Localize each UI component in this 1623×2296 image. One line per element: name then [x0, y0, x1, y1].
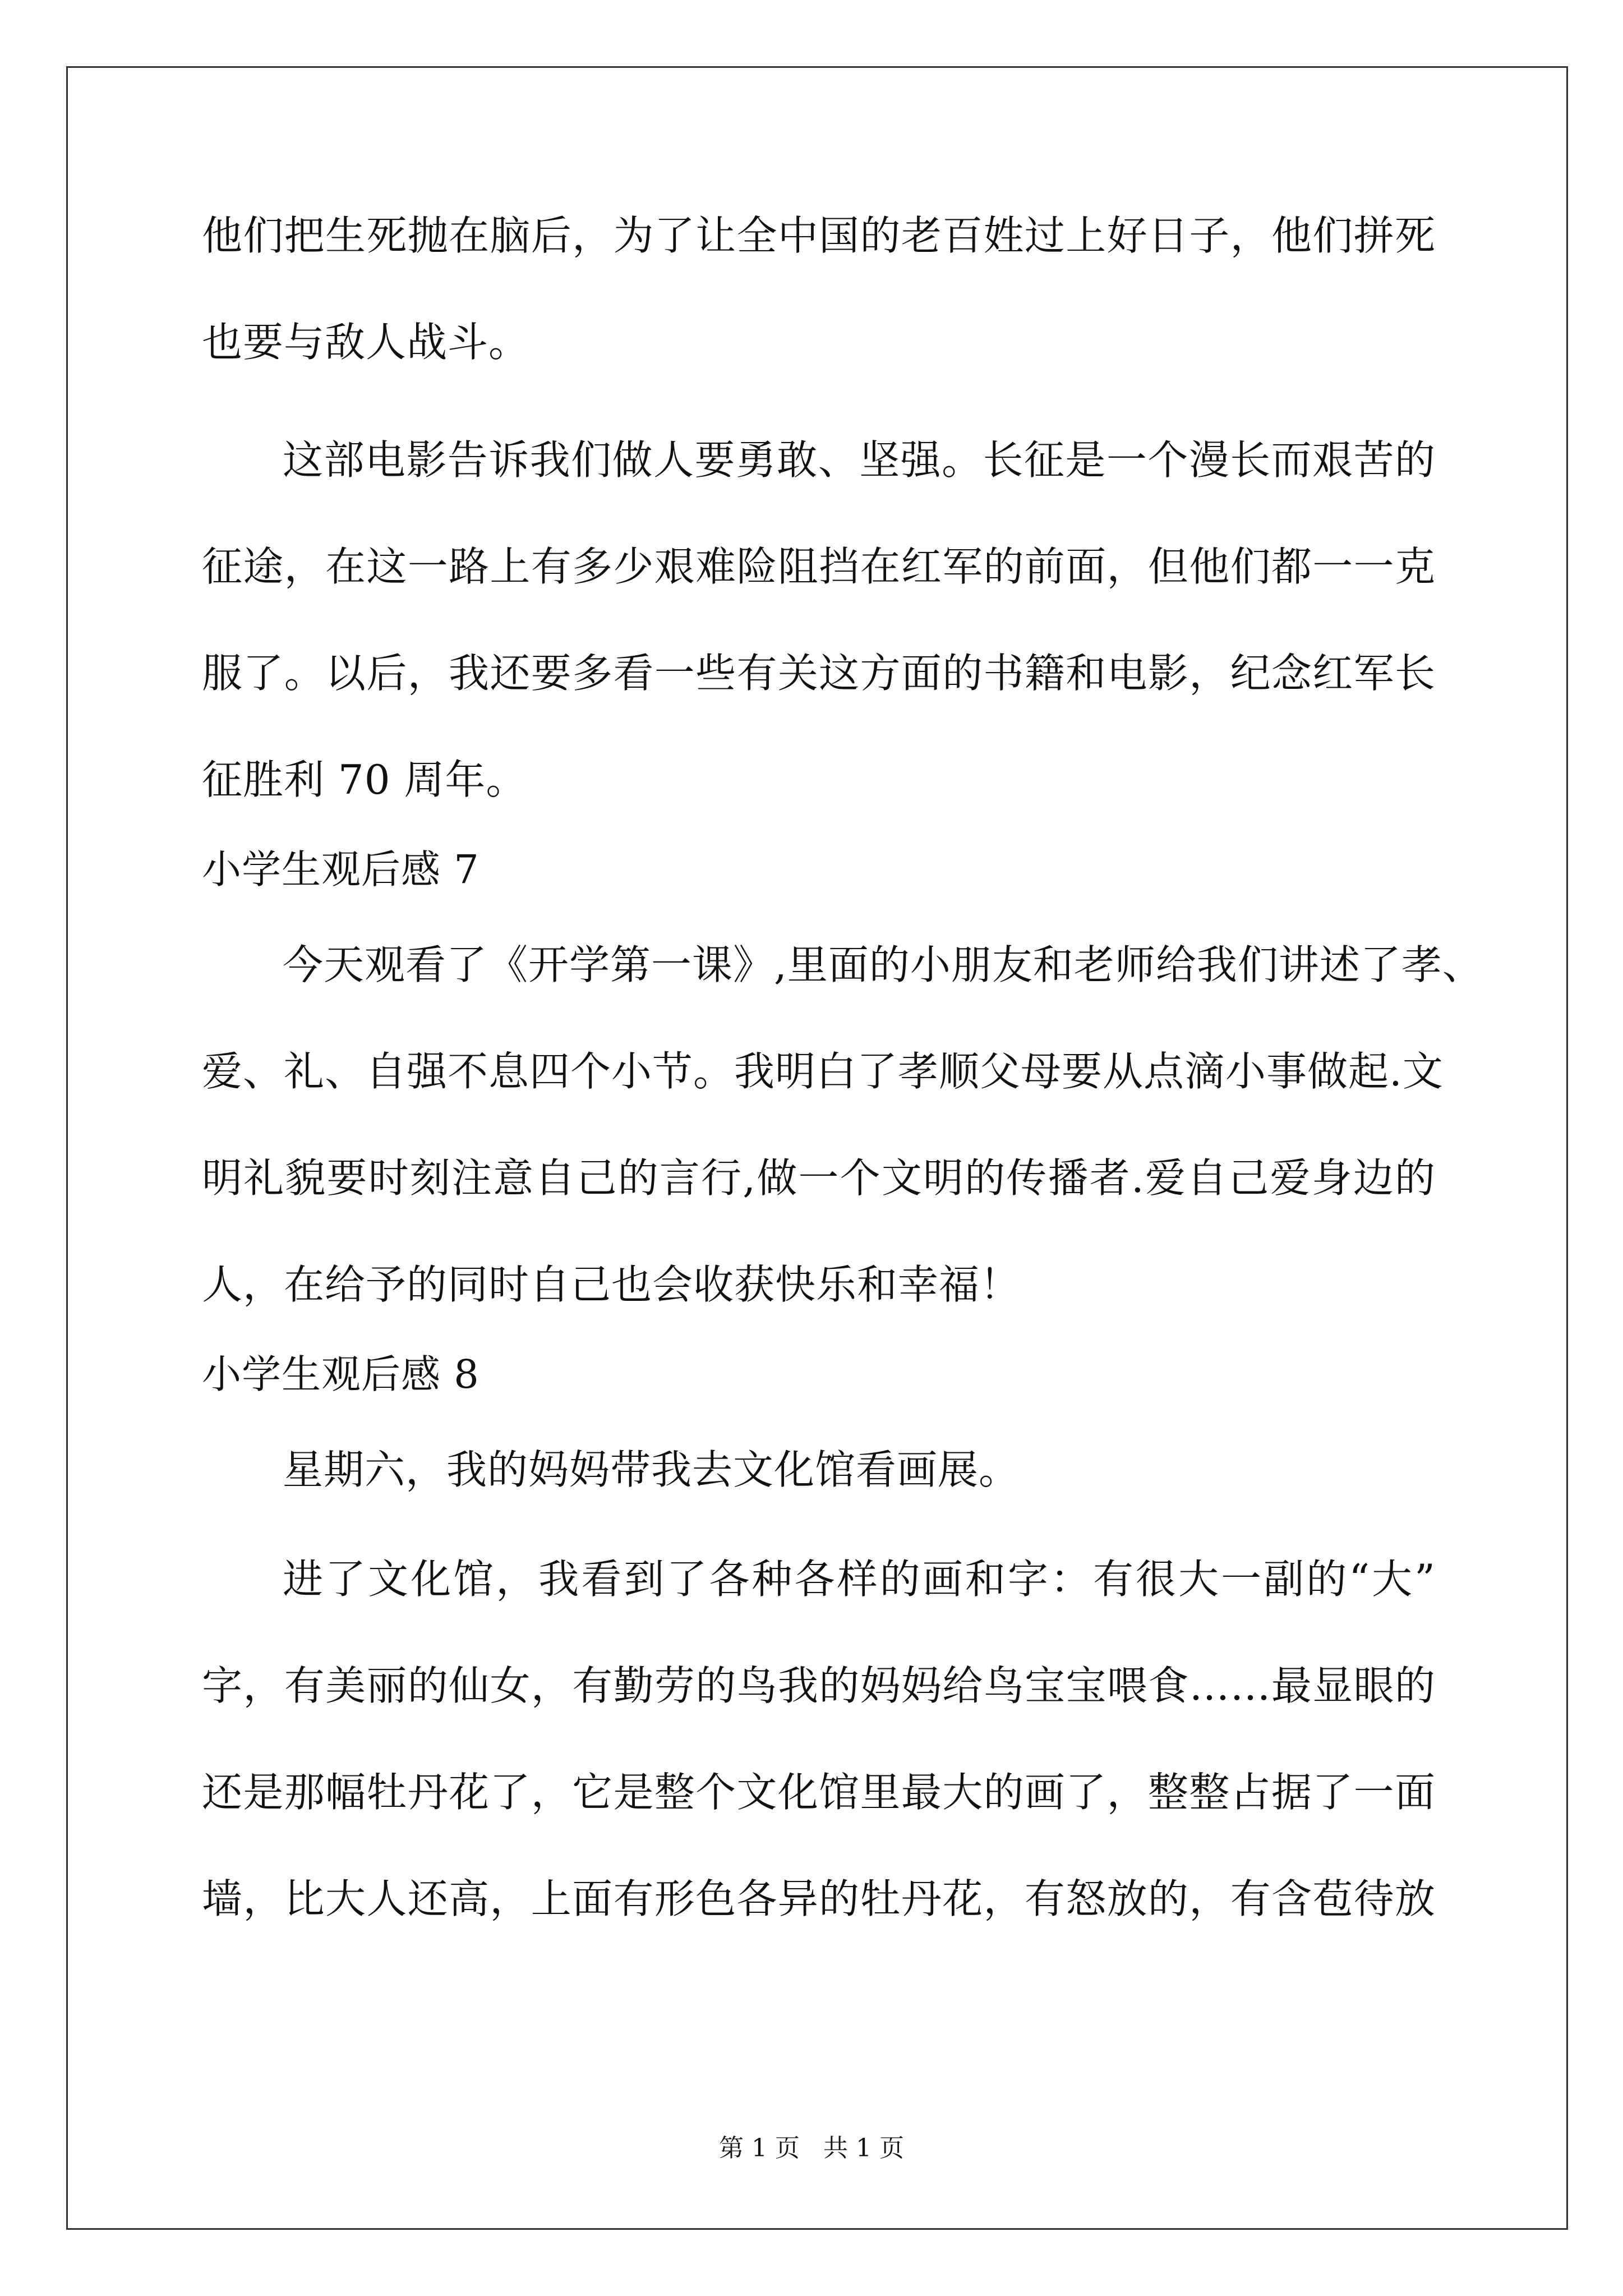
- text-line: 征胜利 70 周年。: [202, 756, 527, 803]
- section-heading: 小学生观后感 8: [202, 1351, 479, 1397]
- text-line: 墙，比大人还高，上面有形色各异的牡丹花，有怒放的，有含苞待放: [202, 1875, 1436, 1922]
- page-footer: 第 1 页 共 1 页: [719, 2134, 904, 2162]
- text-line: 爱、礼、自强不息四个小节。我明白了孝顺父母要从点滴小事做起.文: [202, 1048, 1444, 1095]
- text-line: 还是那幅牡丹花了，它是整个文化馆里最大的画了，整整占据了一面: [202, 1769, 1436, 1816]
- text-line: 人，在给予的同时自己也会收获快乐和幸福！: [202, 1261, 1021, 1308]
- text-line: 今天观看了《开学第一课》,里面的小朋友和老师给我们讲述了孝、: [283, 941, 1483, 988]
- text-line: 字，有美丽的仙女，有勤劳的鸟我的妈妈给鸟宝宝喂食……最显眼的: [202, 1662, 1436, 1709]
- text-line: 他们把生死抛在脑后，为了让全中国的老百姓过上好日子，他们拼死: [202, 212, 1436, 259]
- text-line: 征途，在这一路上有多少艰难险阻挡在红军的前面，但他们都一一克: [202, 543, 1436, 590]
- text-line: 也要与敌人战斗。: [202, 319, 530, 366]
- text-line: 明礼貌要时刻注意自己的言行,做一个文明的传播者.爱自己爱身边的: [202, 1154, 1436, 1202]
- text-line: 服了。以后，我还要多看一些有关这方面的书籍和电影，纪念红军长: [202, 650, 1436, 697]
- section-heading: 小学生观后感 7: [202, 846, 479, 892]
- text-line: 这部电影告诉我们做人要勇敢、坚强。长征是一个漫长而艰苦的: [283, 436, 1436, 484]
- text-line: 星期六，我的妈妈带我去文化馆看画展。: [283, 1446, 1020, 1493]
- text-line: 进了文化馆，我看到了各种各样的画和字：有很大一副的“大”: [283, 1556, 1436, 1603]
